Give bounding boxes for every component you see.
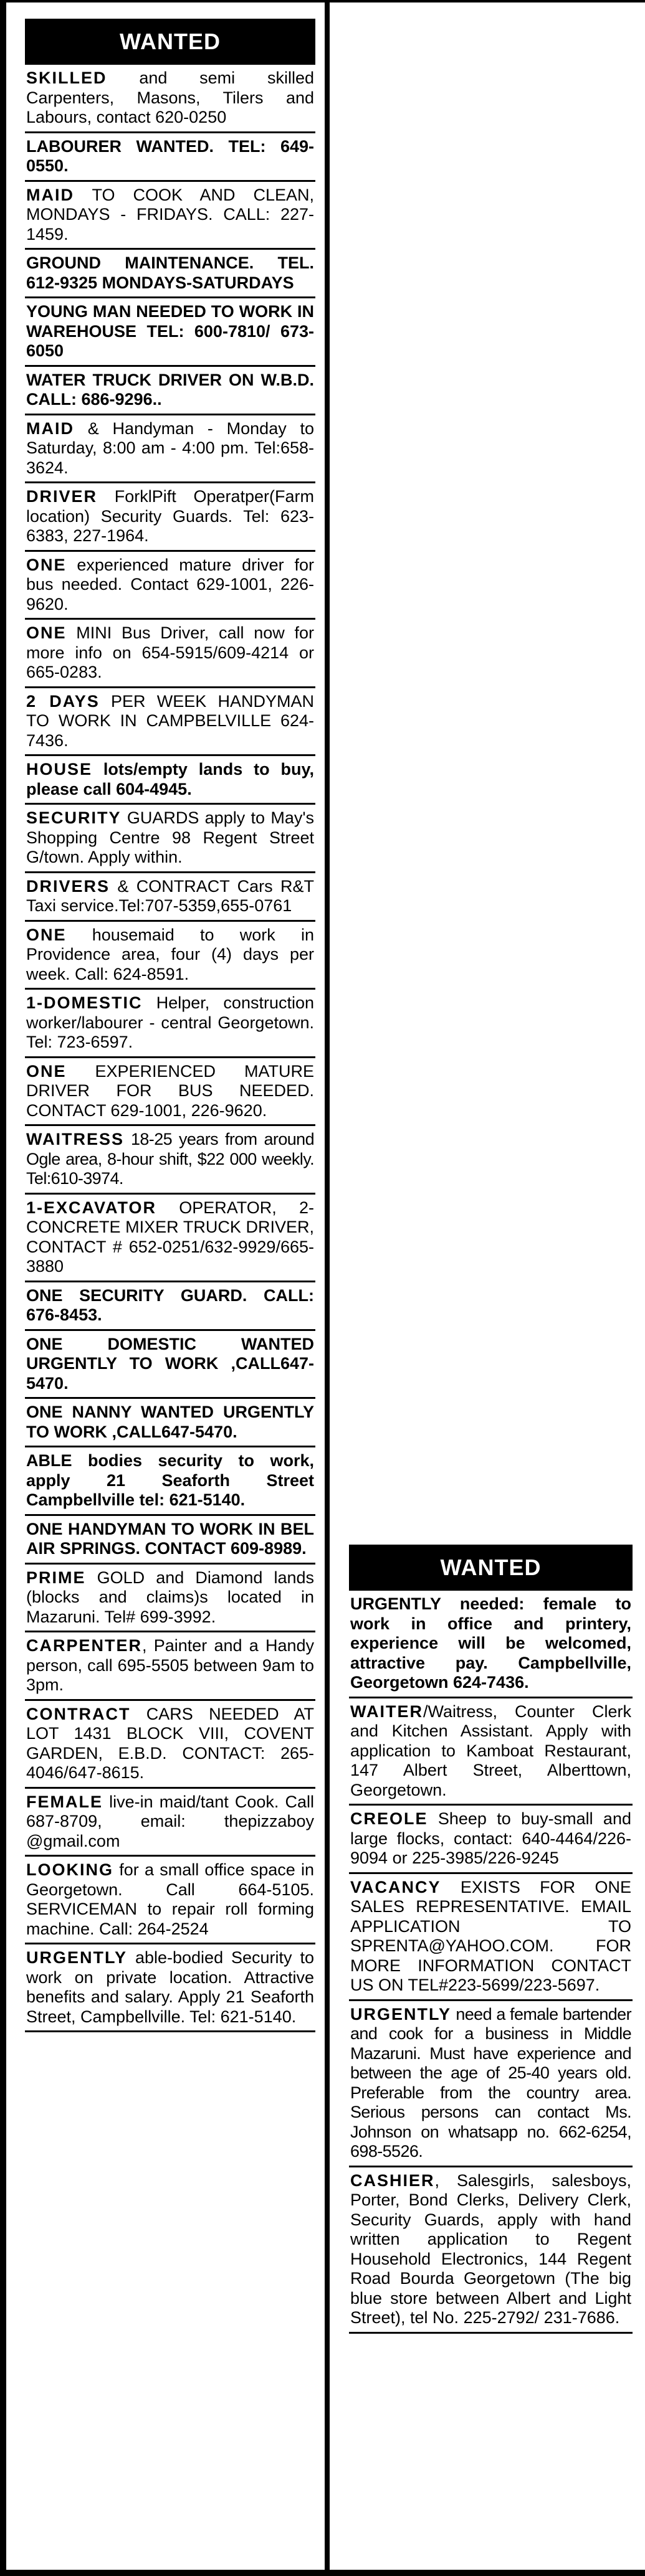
classified-ad xyxy=(25,620,315,688)
left-ads-list xyxy=(25,65,315,2032)
wanted-header: WANTED xyxy=(25,19,315,65)
ad-text: PER WEEK HANDYMAN TO WORK IN CAMPBELVILLE 624-7436. xyxy=(26,691,314,750)
classified-ad xyxy=(25,990,315,1058)
classified-ad xyxy=(349,2167,633,2334)
classified-ad xyxy=(25,367,315,415)
classified-ad xyxy=(25,250,315,298)
classified-ad xyxy=(25,133,315,182)
ad-keyword: ONE xyxy=(26,623,67,642)
ad-text: ONE SECURITY GUARD. CALL: 676-8453. xyxy=(26,1286,314,1324)
ad-text: URGENTLY needed: female to work in office and printery, experience will be welcomed, attractive pay. Campbellville, Georgetown 624-7436. xyxy=(350,1594,631,1692)
ad-text: & Handyman - Monday to Saturday, 8:00 am - 4:00 pm. Tel:658-3624. xyxy=(26,419,314,477)
ad-text: LABOURER WANTED. TEL: 649-0550. xyxy=(26,136,314,175)
ad-text: YOUNG MAN NEEDED TO WORK IN WAREHOUSE TEL: 600-7810/ 673-6050 xyxy=(26,302,314,360)
ad-keyword: CREOLE xyxy=(350,1809,428,1828)
classified-ad xyxy=(349,2001,633,2167)
classified-ad xyxy=(25,1701,315,1789)
ad-text: OPERATOR, 2- CONCRETE MIXER TRUCK DRIVER, CONTACT # 652-0251/632-9929/665-3880 xyxy=(26,1198,314,1276)
column-divider xyxy=(325,0,330,2576)
classified-ad xyxy=(25,1195,315,1282)
classified-ad xyxy=(349,1806,633,1874)
classified-ad xyxy=(25,805,315,873)
ad-text: & CONTRACT Cars R&T Taxi service.Tel:707-5359,655-0761 xyxy=(26,876,314,915)
ad-text: for a small office space in Georgetown. Call 664-5105. SERVICEMAN to repair roll forming machine. Call: 264-2524 xyxy=(26,1860,314,1938)
ad-text: Helper, construction worker/labourer - central Georgetown. Tel: 723-6597. xyxy=(26,993,314,1051)
ad-keyword: SECURITY xyxy=(26,808,122,827)
ad-text: lots/empty lands to buy, please call 604-4945. xyxy=(26,760,314,798)
ad-keyword: 1-DOMESTIC xyxy=(26,993,143,1012)
ad-text: TO COOK AND CLEAN, MONDAYS - FRIDAYS. CALL: 227-1459. xyxy=(26,185,314,244)
classified-ad xyxy=(25,922,315,990)
classified-ad xyxy=(25,1632,315,1701)
ad-keyword: SKILLED xyxy=(26,69,107,87)
right-ads-list xyxy=(349,1591,633,2334)
ad-keyword: URGENTLY xyxy=(26,1948,128,1967)
ad-keyword: ONE xyxy=(26,1061,67,1081)
classified-ad xyxy=(25,1565,315,1633)
classified-ad xyxy=(25,756,315,805)
ad-text: EXISTS FOR ONE SALES REPRESENTATIVE. EMAIL APPLICATION TO SPRENTA@YAHOO.COM. FOR MORE INFORMATION CONTACT US ON TEL#223-5699/223-5697. xyxy=(350,1877,631,1994)
classified-ad xyxy=(25,483,315,552)
ad-keyword: MAID xyxy=(26,419,74,438)
classified-ad xyxy=(349,1698,633,1806)
ad-text: ONE DOMESTIC WANTED URGENTLY TO WORK ,CALL647-5470. xyxy=(26,1334,314,1393)
ad-text: able-bodied Security to work on private location. Attractive benefits and salary. Apply 21 Seaforth Street, Campbellville. Tel: 621-5140. xyxy=(26,1948,314,2026)
ad-keyword: ONE xyxy=(26,925,67,944)
right-classifieds-column xyxy=(349,1545,633,2334)
ad-text: housemaid to work in Providence area, four (4) days per week. Call: 624-8591. xyxy=(26,925,314,983)
ad-keyword: MAID xyxy=(26,185,74,204)
ad-keyword: PRIME xyxy=(26,1568,86,1587)
ad-keyword: CARPENTER xyxy=(26,1636,143,1655)
classified-ad xyxy=(349,1874,633,2001)
classified-ad xyxy=(25,1789,315,1857)
ad-keyword: WAITRESS xyxy=(26,1130,125,1148)
ad-keyword: HOUSE xyxy=(26,760,93,779)
ad-text: ONE NANNY WANTED URGENTLY TO WORK ,CALL647-5470. xyxy=(26,1403,314,1441)
ad-keyword: DRIVERS xyxy=(26,876,110,896)
ad-keyword: ONE xyxy=(26,555,67,574)
classified-ad xyxy=(25,688,315,757)
classified-ad xyxy=(25,1282,315,1331)
ad-keyword: LOOKING xyxy=(26,1860,113,1879)
ad-text: MINI Bus Driver, call now for more info on 654-5915/609-4214 or 665-0283. xyxy=(26,623,314,681)
classified-ad xyxy=(25,1126,315,1195)
ad-keyword: 1-EXCAVATOR xyxy=(26,1198,157,1217)
ad-text: live-in maid/tant Cook. Call 687-8709, email: thepizzaboy @gmail.com xyxy=(26,1792,314,1850)
ad-text: need a female bartender and cook for a business in Middle Mazaruni. Must have experience and between the age of 25-40 years old. Preferable from the country area. Serious persons can contact Ms. Johnson on whatsapp no. 662-6254, 698-5526. xyxy=(350,2004,631,2161)
ad-text: GROUND MAINTENANCE. TEL. 612-9325 MONDAYS-SATURDAYS xyxy=(26,253,314,292)
classified-ad xyxy=(25,1944,315,2032)
classified-ad xyxy=(25,1516,315,1565)
ad-text: ForklPift Operatper(Farm location) Security Guards. Tel: 623-6383, 227-1964. xyxy=(26,487,314,545)
ad-text: /Waitress, Counter Clerk and Kitchen Assistant. Apply with application to Kamboat Restaurant, 147 Albert Street, Alberttown, Georgetown. xyxy=(350,1702,631,1799)
ad-keyword: CASHIER xyxy=(350,2171,435,2190)
ad-text: , Salesgirls, salesboys, Porter, Bond Clerks, Delivery Clerk, Security Guards, apply with hand written application to Regent Household Electronics, 144 Regent Road Bourda Georgetown (The big blue store between Albert and Light Street), tel No. 225-2792/ 231-7686. xyxy=(350,2171,631,2327)
ad-text: ABLE bodies security to work, apply 21 Seaforth Street Campbellville tel: 621-5140. xyxy=(26,1451,314,1509)
ad-keyword: FEMALE xyxy=(26,1792,103,1811)
classified-ad xyxy=(25,1399,315,1447)
ad-keyword: DRIVER xyxy=(26,487,98,506)
classified-ad xyxy=(25,1857,315,1944)
ad-keyword: WAITER xyxy=(350,1702,423,1721)
wanted-header: WANTED xyxy=(349,1545,633,1591)
ad-keyword: 2 DAYS xyxy=(26,691,100,711)
ad-text: EXPERIENCED MATURE DRIVER FOR BUS NEEDED. CONTACT 629-1001, 226-9620. xyxy=(26,1061,314,1120)
classified-ad xyxy=(25,415,315,484)
classified-ad xyxy=(25,65,315,133)
ad-text: ONE HANDYMAN TO WORK IN BEL AIR SPRINGS. CONTACT 609-8989. xyxy=(26,1519,314,1558)
ad-text: GUARDS apply to May's Shopping Centre 98 Regent Street G/town. Apply within. xyxy=(26,808,314,866)
ad-text: Sheep to buy-small and large flocks, contact: 640-4464/226-9094 or 225-3985/226-9245 xyxy=(350,1809,631,1867)
classified-ad xyxy=(349,1591,633,1698)
ad-keyword: VACANCY xyxy=(350,1877,441,1896)
ad-keyword: URGENTLY xyxy=(350,2004,452,2024)
classified-ad xyxy=(25,1331,315,1399)
classified-ad xyxy=(25,552,315,620)
classified-ad xyxy=(25,1447,315,1516)
ad-text: WATER TRUCK DRIVER ON W.B.D. CALL: 686-9296.. xyxy=(26,370,314,409)
ad-text: GOLD and Diamond lands (blocks and claims)s located in Mazaruni. Tel# 699-3992. xyxy=(26,1568,314,1626)
classified-ad xyxy=(25,1058,315,1127)
classified-ad xyxy=(25,873,315,922)
left-classifieds-column xyxy=(25,19,315,2032)
bottom-rule xyxy=(0,2570,645,2576)
ad-text: , Painter and a Handy person, call 695-5505 between 9am to 3pm. xyxy=(26,1636,314,1694)
ad-text: experienced mature driver for bus needed. Contact 629-1001, 226-9620. xyxy=(26,555,314,613)
ad-text: CARS NEEDED AT LOT 1431 BLOCK VIII, COVENT GARDEN, E.B.D. CONTACT: 265-4046/647-8615. xyxy=(26,1704,314,1782)
ad-text: and semi skilled Carpenters, Masons, Tilers and Labours, contact 620-0250 xyxy=(26,69,314,126)
ad-text: 18-25 years from around Ogle area, 8-hour shift, $22 000 weekly. Tel:610-3974. xyxy=(26,1130,314,1188)
classified-ad xyxy=(25,182,315,250)
ad-keyword: CONTRACT xyxy=(26,1704,131,1723)
classified-ad xyxy=(25,298,315,367)
